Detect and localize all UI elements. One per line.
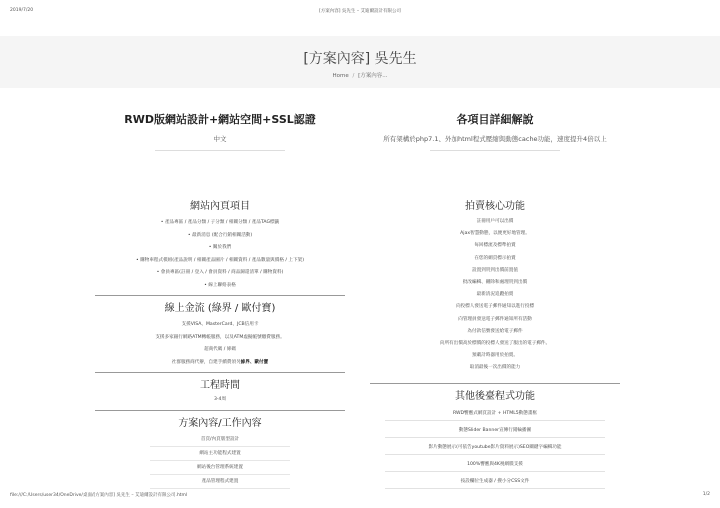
list-item: • 購物車程式模組(產品說明 / 相關產品圖片 / 相關資料 / 產品數量與價格 / 上下架) [135, 257, 305, 263]
timeline-list [95, 396, 345, 408]
list-item: 註冊用戶可以出價 [476, 219, 514, 224]
plan-divider [155, 150, 285, 151]
print-footer-page: 1/2 [702, 492, 710, 497]
plan-language: 中文 [213, 135, 227, 143]
section-title-auction-core: 拍賣核心功能 [465, 201, 525, 212]
feature-row: 按設欄位生成器 / 搜小分CSS文件 [385, 475, 605, 489]
section-title-timeline: 工程時間 [200, 380, 240, 391]
list-item: Ajax智慧動態，以便更好地管理。 [460, 231, 530, 237]
list-item: 最新清況追蹤拍賣 [476, 292, 514, 298]
list-item: 為付款信號發送給電子郵件 [467, 328, 523, 334]
feature-row: 動態Slider Banner宣傳行銷輪播圖 [385, 424, 605, 438]
print-footer-path: file:///C:/Users/user34/OneDrive/桌面/[方案內容] 吳先生 – 艾迪爾設計有限公司.html [10, 493, 188, 498]
list-item: 支援多家銀行網路ATM轉帳服務，以及ATM虛擬帳號繳費服務。 [155, 334, 285, 340]
list-item: • 會員專區(註冊 / 登入 / 會員資料 / 商品歸還清單 / 購物資料) [156, 270, 284, 275]
breadcrumb-separator: / [352, 73, 355, 79]
section-divider [95, 410, 345, 411]
auction-core-list [370, 218, 620, 376]
list-item: 超商代碼 / 條碼 [203, 347, 237, 352]
list-item: 產品管理程式建置 [150, 475, 290, 489]
list-item: 支援VISA、MasterCard、JCB信用卡 [181, 322, 259, 327]
site-pages-list [95, 219, 345, 294]
list-item: 批改編輯、刪除和處理買到出價 [462, 279, 528, 285]
details-subtitle: 所有架構於php7.1、外加html程式壓縮與動態cache功能，速度提升4倍以上 [383, 135, 607, 143]
list-item: 向管理員發送電子郵件通知所有活動 [458, 316, 532, 322]
list-item: 每回標流及標準拍賣 [474, 243, 516, 249]
list-item: • 線上聯絡表格 [204, 282, 236, 288]
list-item: • 最新消息 (配合行銷相關活動) [187, 232, 253, 238]
details-divider [430, 150, 560, 151]
payment-providers: 綠界、歐付寶 [240, 359, 269, 365]
feature-row: 影片動態展示(可依告youtube影片資料展示)SEO關鍵字編輯功能 [385, 441, 605, 455]
section-title-site-pages: 網站內頁項目 [190, 201, 250, 212]
list-item: 向投標人發送電子郵件通知以進行投標 [455, 304, 535, 310]
list-item: 網站後台管理系統建置 [150, 461, 290, 475]
details-title: 各項目詳細解說 [456, 113, 534, 126]
section-title-work-content: 方案內容/工作內容 [178, 418, 262, 429]
section-divider [95, 295, 345, 296]
payment-note: 社群服務商代辦，自建手續費須另 [171, 359, 241, 365]
list-item [95, 359, 345, 372]
feature-row: 100%響應與4K視網膜支援 [385, 458, 605, 472]
list-item: • 產品專區 / 產品分類 / 子分類 / 相關分類 / 產品TAG標籤 [160, 220, 280, 225]
list-item: 在您的網頁標示拍賣 [474, 255, 516, 261]
payment-list [95, 321, 345, 371]
list-item: 取消最後一次出價的能力 [469, 365, 521, 371]
list-item: • 關於我們 [208, 245, 232, 250]
print-header-title: [方案內容] 吳先生 – 艾迪爾設計有限公司 [318, 9, 402, 14]
list-item: 設置到買到出價前置值 [472, 267, 518, 273]
section-divider [370, 383, 620, 384]
list-item: 預載計時器用於拍賣。 [472, 353, 518, 359]
breadcrumb-current: [方案內容... [358, 73, 388, 79]
print-header-date: 2019/7/20 [10, 8, 34, 13]
breadcrumb [0, 71, 720, 79]
breadcrumb-home[interactable]: Home [332, 73, 349, 79]
section-divider [95, 372, 345, 373]
section-title-payment: 線上金流 (綠界 / 歐付寶) [164, 303, 276, 314]
work-content-list [150, 433, 290, 489]
list-item: 首頁/內頁版型設計 [150, 433, 290, 447]
page-title: [方案內容] 吳先生 [303, 51, 417, 67]
list-item: 網站主功能程式建置 [150, 447, 290, 461]
list-item: 向所有出價高於標價的投標人發送了服出的電子郵件。 [439, 340, 551, 346]
list-item: 3-4周 [213, 397, 227, 402]
feature-row: RWD響應式網頁設計 + HTML5動態畫框 [385, 407, 605, 421]
section-title-backend: 其他後臺程式功能 [455, 391, 535, 402]
plan-title: RWD版網站設計+網站空間+SSL認證 [124, 113, 316, 126]
